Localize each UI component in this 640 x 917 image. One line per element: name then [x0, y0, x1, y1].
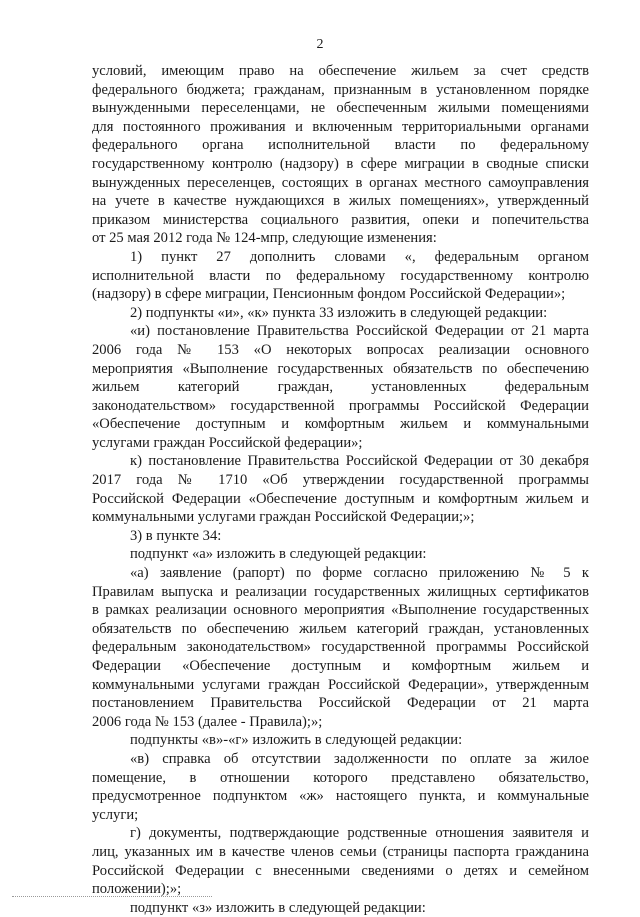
text-line: от 25 мая 2012 года № 124-мпр, следующие изменения: — [92, 230, 437, 247]
text-line: постановлением Правительства Российской Федерации от 21 марта — [92, 695, 589, 712]
text-line: к) постановление Правительства Российской Федерации от 30 декабря — [130, 453, 589, 470]
text-line: «а) заявление (рапорт) по форме согласно приложению № 5 к — [130, 565, 589, 582]
text-line: г) документы, подтверждающие родственные отношения заявителя и — [130, 825, 589, 842]
text-line: услугами граждан Российской федерации»; — [92, 434, 363, 451]
text-line: законодательством» государственной программы Российской Федерации — [92, 397, 589, 414]
page-number: 2 — [316, 37, 324, 52]
text-line: условий, имеющим право на обеспечение жильем за счет средств — [92, 63, 589, 79]
text-line: (надзору) в сфере миграции, Пенсионным фондом Российской Федерации»; — [92, 286, 566, 303]
text-line: федеральным законодательством» государственной программы Российской — [92, 639, 589, 656]
text-line: федерального бюджета; гражданам, признанным в установленном порядке — [92, 81, 589, 98]
text-line: 1) пункт 27 дополнить словами «, федеральным органом — [130, 248, 589, 265]
text-line: «в) справка об отсутствии задолженности по оплате за жилое — [130, 750, 589, 767]
text-line: Правилам выпуска и реализации государственных жилищных сертификатов — [92, 583, 589, 600]
text-line: подпункт «а» изложить в следующей редакции: — [130, 546, 427, 563]
text-line: «Обеспечение доступным и комфортным жильем и коммунальными — [92, 416, 589, 433]
text-line: жильем категорий граждан, установленных федеральным — [92, 379, 589, 396]
text-line: лиц, указанных им в качестве членов семьи (страницы паспорта гражданина — [92, 843, 589, 860]
text-line: помещение, в отношении которого представлено обязательство, — [92, 769, 589, 786]
text-line: государственному контролю (надзору) в сфере миграции в сводные списки — [92, 155, 589, 172]
text-line: 2017 года № 1710 «Об утверждении государственной программы — [92, 472, 589, 489]
text-line: мероприятия «Выполнение государственных обязательств по обеспечению — [92, 360, 589, 377]
text-line: вынужденными переселенцами, не обеспеченным жилыми помещениями — [92, 100, 589, 117]
text-line: Федерации «Обеспечение доступным и комфортным жильем и — [92, 658, 589, 674]
text-line: Российской Федерации «Обеспечение доступным и комфортным жильем и — [92, 490, 589, 507]
text-line: в рамках реализации основного мероприятия «Выполнение государственных — [92, 602, 589, 619]
text-line: «и) постановление Правительства Российской Федерации от 21 марта — [130, 323, 589, 340]
text-line: на учете в качестве нуждающихся в жилых помещениях», утвержденный — [92, 193, 589, 210]
text-line: вынужденных переселенцев, состоящих в органах местного самоуправления — [92, 174, 589, 191]
text-line: 2006 года № 153 (далее - Правила);»; — [92, 713, 323, 730]
text-line: подпункт «з» изложить в следующей редакции: — [130, 899, 426, 916]
text-line: коммунальными услугами граждан Российской Федерации», утвержденным — [92, 676, 589, 693]
text-line: положении);»; — [92, 881, 182, 898]
text-line: коммунальными услугами граждан Российской Федерации;»; — [92, 509, 475, 526]
document-body — [92, 62, 589, 917]
text-line: 3) в пункте 34: — [130, 527, 222, 544]
text-line: приказом министерства социального развития, опеки и попечительства — [92, 211, 589, 228]
text-line: услуги; — [92, 806, 139, 823]
text-line: Российской Федерации с внесенными сведениями о детях и семейном — [92, 862, 589, 879]
text-line: подпункты «в»-«г» изложить в следующей редакции: — [130, 732, 463, 749]
text-line: федерального органа исполнительной власти по федеральному — [92, 137, 589, 154]
text-line: для постоянного проживания и включенным территориальными органами — [92, 118, 589, 135]
text-line: 2) подпункты «и», «к» пункта 33 изложить в следующей редакции: — [130, 304, 548, 321]
text-line: обязательств по обеспечению жильем категорий граждан, установленных — [92, 620, 589, 637]
text-line: исполнительной власти по федеральному государственному контролю — [92, 267, 589, 284]
footer-rule — [12, 896, 212, 897]
text-line: 2006 года № 153 «О некоторых вопросах реализации основного — [92, 341, 589, 358]
text-line: предусмотренное подпунктом «ж» настоящего пункта, и коммунальные — [92, 788, 589, 805]
